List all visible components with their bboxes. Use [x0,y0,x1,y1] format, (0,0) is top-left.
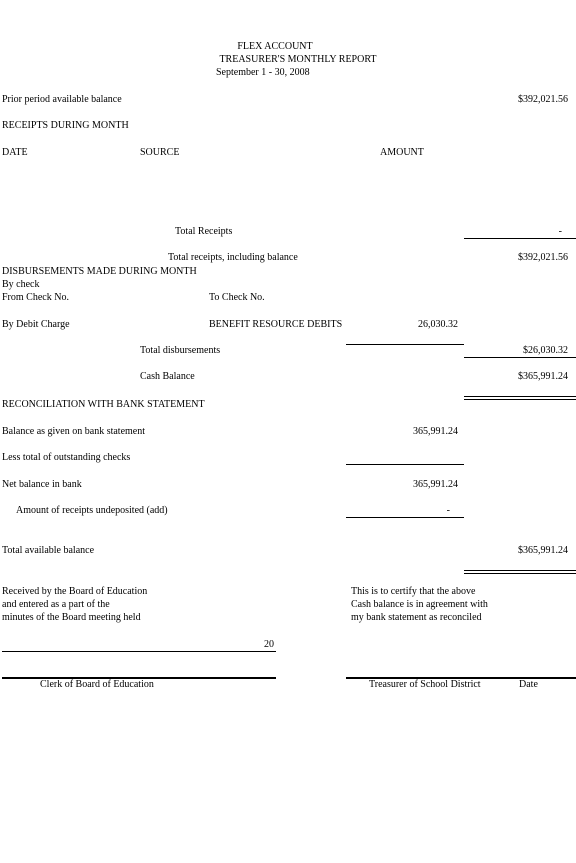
meeting-year-prefix: 20 [264,639,274,650]
col-amount-header: AMOUNT [380,147,424,158]
total-disbursements-underline [464,357,576,358]
cash-balance-value: $365,991.24 [518,371,568,382]
to-check-label: To Check No. [209,292,265,303]
certify-line3: my bank statement as reconciled [351,612,482,623]
outstanding-checks-underline [346,464,464,465]
disbursements-heading: DISBURSEMENTS MADE DURING MONTH [2,266,197,277]
board-received-line1: Received by the Board of Education [2,586,148,597]
certify-line2: Cash balance is in agreement with [351,599,488,610]
bank-statement-value: 365,991.24 [413,426,458,437]
board-received-line2: and entered as a part of the [2,599,110,610]
undeposited-receipts-label: Amount of receipts undeposited (add) [16,505,168,516]
reconciliation-heading: RECONCILIATION WITH BANK STATEMENT [2,399,205,410]
receipts-heading: RECEIPTS DURING MONTH [2,120,129,131]
total-available-double-underline [464,570,576,574]
prior-balance-label: Prior period available balance [2,94,122,105]
net-balance-value: 365,991.24 [413,479,458,490]
debit-charge-label: By Debit Charge [2,319,70,330]
undeposited-underline [346,517,464,518]
board-received-line3: minutes of the Board meeting held [2,612,141,623]
prior-balance-value: $392,021.56 [518,94,568,105]
debit-amount-underline [346,344,464,345]
debit-amount: 26,030.32 [418,319,458,330]
total-receipts-label: Total Receipts [175,226,233,237]
total-available-label: Total available balance [2,545,95,556]
meeting-date-line [2,651,276,652]
report-title-line1: FLEX ACCOUNT [237,41,313,52]
total-available-value: $365,991.24 [518,545,568,556]
cash-balance-double-underline [464,396,576,400]
receipts-incl-balance-value: $392,021.56 [518,252,568,263]
by-check-label: By check [2,279,40,290]
total-disbursements-value: $26,030.32 [523,345,568,356]
bank-statement-label: Balance as given on bank statement [2,426,146,437]
undeposited-receipts-value: - [446,505,450,516]
report-period: September 1 - 30, 2008 [216,67,310,78]
col-source-header: SOURCE [140,147,180,158]
treasurer-label: Treasurer of School District [369,679,481,690]
receipts-incl-balance-label: Total receipts, including balance [168,252,298,263]
cash-balance-label: Cash Balance [140,371,195,382]
col-date-header: DATE [2,147,28,158]
report-title-line2: TREASURER'S MONTHLY REPORT [219,54,377,65]
net-balance-label: Net balance in bank [2,479,82,490]
from-check-label: From Check No. [2,292,69,303]
certify-line1: This is to certify that the above [351,586,476,597]
total-receipts-underline [464,238,576,239]
total-receipts-value: - [558,226,562,237]
debit-description: BENEFIT RESOURCE DEBITS [209,319,343,330]
date-label: Date [519,679,538,690]
clerk-label: Clerk of Board of Education [40,679,154,690]
outstanding-checks-label: Less total of outstanding checks [2,452,131,463]
total-disbursements-label: Total disbursements [140,345,221,356]
